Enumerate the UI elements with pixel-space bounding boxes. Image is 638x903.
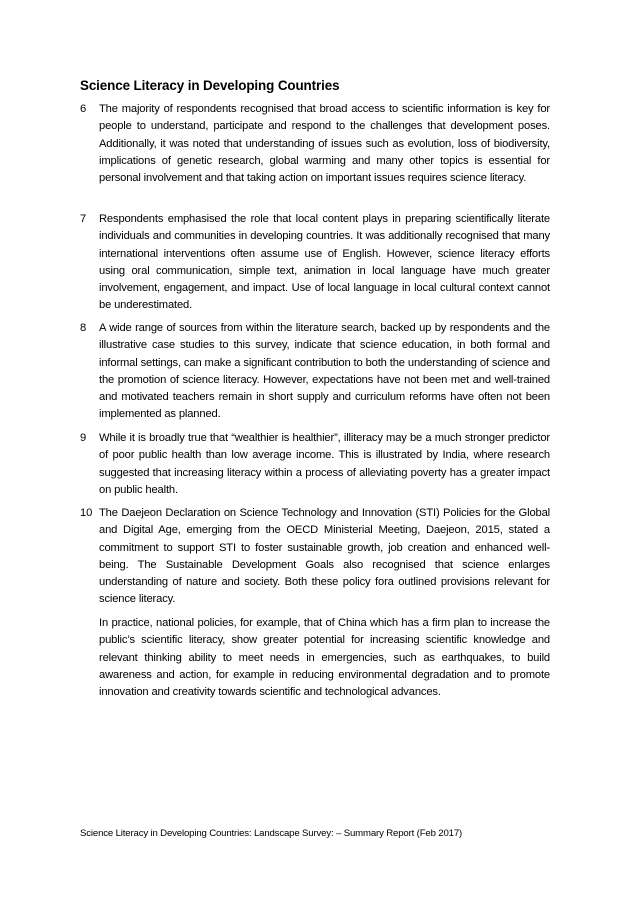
paragraph-text: The Daejeon Declaration on Science Technology and Innovation (STI) Policies for the Global and Digital Age, emerging from the OECD Ministerial Meeting, Daejeon, 2015, stated a commitment to support STI to foster sustainable growth, job creation and enhanced well-being. The Sustainable Development Goals also recognised that science enlarges understanding of nature and society. Both these policy fora outlined provisions relevant for science literacy. bbox=[99, 507, 550, 606]
paragraph-number: 9 bbox=[80, 432, 87, 444]
paragraph-8 bbox=[80, 320, 550, 424]
paragraph-number: 10 bbox=[80, 507, 93, 519]
page-footer: Science Literacy in Developing Countries: Landscape Survey: – Summary Report (Feb 2017) bbox=[80, 828, 463, 839]
paragraph-9 bbox=[80, 430, 550, 499]
paragraph-number: 7 bbox=[80, 213, 87, 225]
paragraph-text: The majority of respondents recognised that broad access to scientific information is key for people to understand, participate and respond to the challenges that development poses. Additionally, it was noted that understanding of issues such as evolution, loss of biodiversity, implications of genetic research, global warming and many other topics is essential for personal involvement and that taking action on important issues requires science literacy. bbox=[99, 103, 550, 185]
paragraph-text: In practice, national policies, for example, that of China which has a firm plan to increase the public’s scientific literacy, show greater potential for increasing scientific knowledge and relevant thinking ability to meet needs in emergencies, such as earthquakes, to build awareness and action, for example in reducing environmental degradation and to promote innovation and creativity towards scientific and technological advances. bbox=[99, 617, 550, 699]
paragraph-10 bbox=[80, 505, 550, 609]
paragraph-text: While it is broadly true that “wealthier is healthier”, illiteracy may be a much stronger predictor of poor public health than low average income. This is illustrated by India, where research suggested that increasing literacy within a process of alleviating poverty has a greater impact on public health. bbox=[99, 432, 550, 496]
paragraph-7 bbox=[80, 211, 550, 315]
paragraph-number: 8 bbox=[80, 322, 87, 334]
paragraph-text: A wide range of sources from within the literature search, backed up by respondents and the illustrative case studies to this survey, indicate that science education, in both formal and informal settings, can make a significant contribution to both the understanding of science and the promotion of science literacy. However, expectations have not been met and well-trained and motivated teachers remain in short supply and curriculum reforms have often not been implemented as planned. bbox=[99, 322, 550, 421]
paragraph-number: 6 bbox=[80, 103, 87, 115]
paragraph-6 bbox=[80, 101, 550, 187]
paragraph-text: Respondents emphasised the role that local content plays in preparing scientifically literate individuals and communities in developing countries. It was additionally recognised that many international interventions often assume use of English. However, science literacy efforts using oral communication, simple text, animation in local language have much greater involvement, engagement, and impact. Use of local language in local cultural context cannot be underestimated. bbox=[99, 213, 550, 312]
page-title: Science Literacy in Developing Countries bbox=[80, 78, 340, 93]
paragraph-10-continued bbox=[80, 615, 550, 701]
